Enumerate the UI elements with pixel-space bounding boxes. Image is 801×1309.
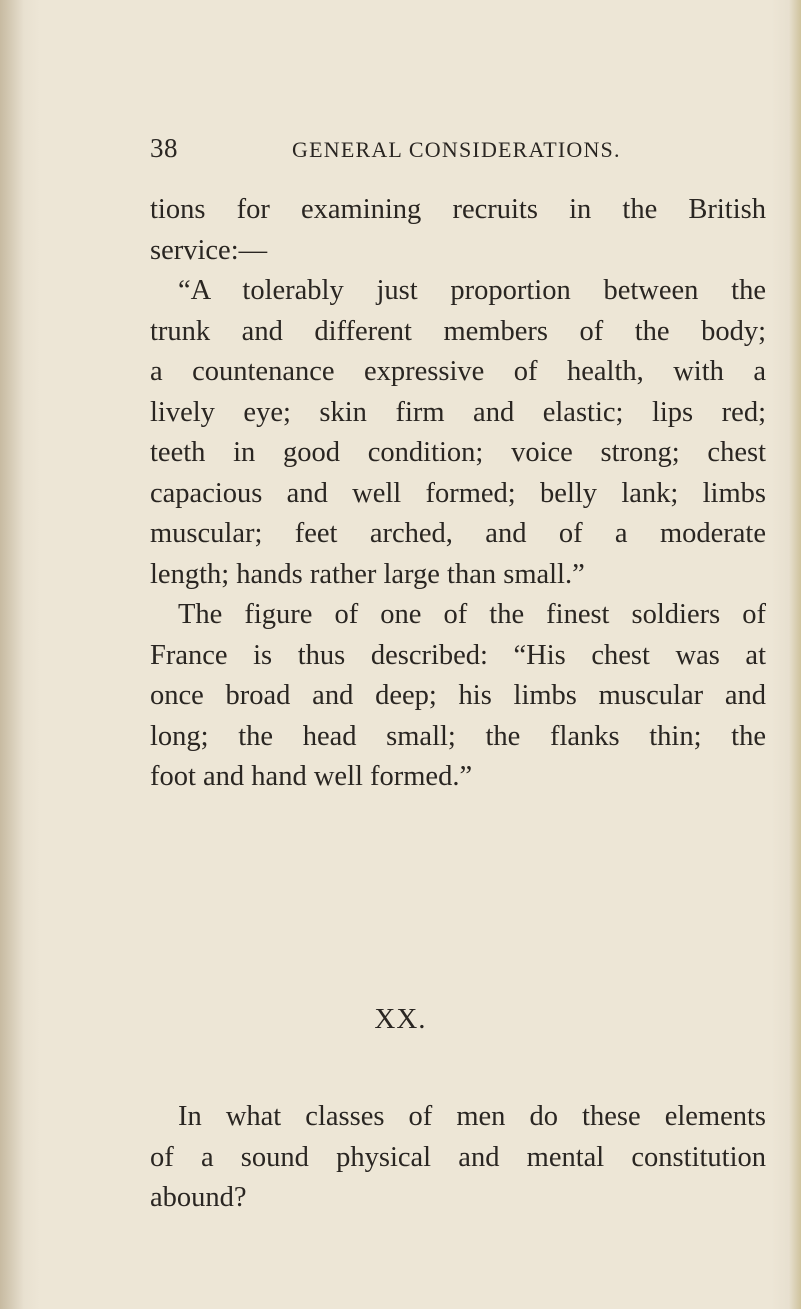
gutter-shadow xyxy=(0,0,24,1309)
quote-line: teeth in good condition; voice strong; chest xyxy=(150,437,766,468)
quote-line: “A tolerably just proportion between the xyxy=(178,275,766,306)
question-line: of a sound physical and mental constitution xyxy=(150,1141,766,1173)
section-number: XX. xyxy=(374,1003,427,1035)
text-line: service:— xyxy=(150,234,268,266)
quote-line: a countenance expressive of health, with a xyxy=(150,356,766,387)
quote-line: lively eye; skin firm and elastic; lips red; xyxy=(150,396,766,428)
page-header xyxy=(150,133,650,173)
quote-line: capacious and well formed; belly lank; limbs xyxy=(150,477,766,509)
quote-line: trunk and different members of the body; xyxy=(150,315,766,347)
text-line: tions for examining recruits in the British xyxy=(150,194,766,225)
text-line: France is thus described: “His chest was at xyxy=(150,639,766,671)
question-line: In what classes of men do these elements xyxy=(178,1101,766,1132)
quote-line: length; hands rather large than small.” xyxy=(150,558,585,590)
text-line: long; the head small; the flanks thin; the xyxy=(150,720,766,752)
quote-line: muscular; feet arched, and of a moderate xyxy=(150,518,766,549)
text-line: The figure of one of the finest soldiers of xyxy=(178,599,766,630)
running-head: GENERAL CONSIDERATIONS. xyxy=(292,137,621,162)
question-text xyxy=(150,1096,766,1218)
text-line: foot and hand well formed.” xyxy=(150,761,473,792)
question-line: abound? xyxy=(150,1182,247,1213)
body-text xyxy=(150,190,766,798)
text-line: once broad and deep; his limbs muscular and xyxy=(150,680,766,711)
page-number: 38 xyxy=(150,133,178,163)
page-edge-discoloration xyxy=(789,0,801,1309)
